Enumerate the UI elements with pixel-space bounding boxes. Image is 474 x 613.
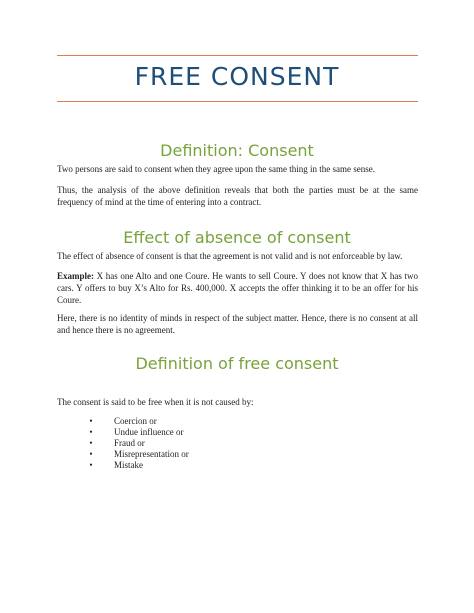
list-item [87, 438, 189, 449]
paragraph-free-consent-intro: The consent is said to be free when it is not caused by: [57, 397, 254, 407]
example-label: Example: [57, 271, 94, 281]
section-heading-definition-consent: Definition: Consent [160, 141, 314, 160]
free-consent-bullet-list [87, 416, 189, 471]
bullet-icon: • [89, 438, 93, 448]
list-item-text: Coercion or [114, 416, 157, 426]
paragraph-example [57, 270, 418, 306]
list-item [87, 460, 189, 471]
list-item-text: Misrepresentation or [114, 449, 189, 459]
document-title: FREE CONSENT [134, 62, 340, 91]
list-item [87, 427, 189, 438]
paragraph-effect-absence: The effect of absence of consent is that the agreement is not valid and is not enforceable by law. [57, 251, 403, 261]
paragraph-consent-analysis: Thus, the analysis of the above definition reveals that both the parties must be at the same frequency of mind at the time of entering into a contract. [57, 185, 418, 207]
list-item-text: Fraud or [114, 438, 145, 448]
list-item-text: Mistake [114, 460, 143, 470]
paragraph-no-identity: Here, there is no identity of minds in respect of the subject matter. Hence, there is no consent at all and hence there is no agreement. [57, 313, 418, 335]
title-top-rule [57, 55, 418, 56]
paragraph-consent-definition: Two persons are said to consent when they agree upon the same thing in the same sense. [57, 164, 376, 174]
section-heading-free-consent: Definition of free consent [135, 354, 339, 373]
bullet-icon: • [89, 460, 93, 470]
title-bottom-rule [57, 101, 418, 102]
list-item [87, 416, 189, 427]
bullet-icon: • [89, 416, 93, 426]
list-item-text: Undue influence or [114, 427, 184, 437]
example-text: X has one Alto and one Coure. He wants to sell Coure. Y does not know that X has two cars. Y offers to buy X’s Alto for Rs. 400,000. X accepts the offer thinking it to be an offer for his Coure. [57, 271, 418, 305]
bullet-icon: • [89, 427, 93, 437]
list-item [87, 449, 189, 460]
section-heading-effect-absence: Effect of absence of consent [123, 228, 351, 247]
bullet-icon: • [89, 449, 93, 459]
